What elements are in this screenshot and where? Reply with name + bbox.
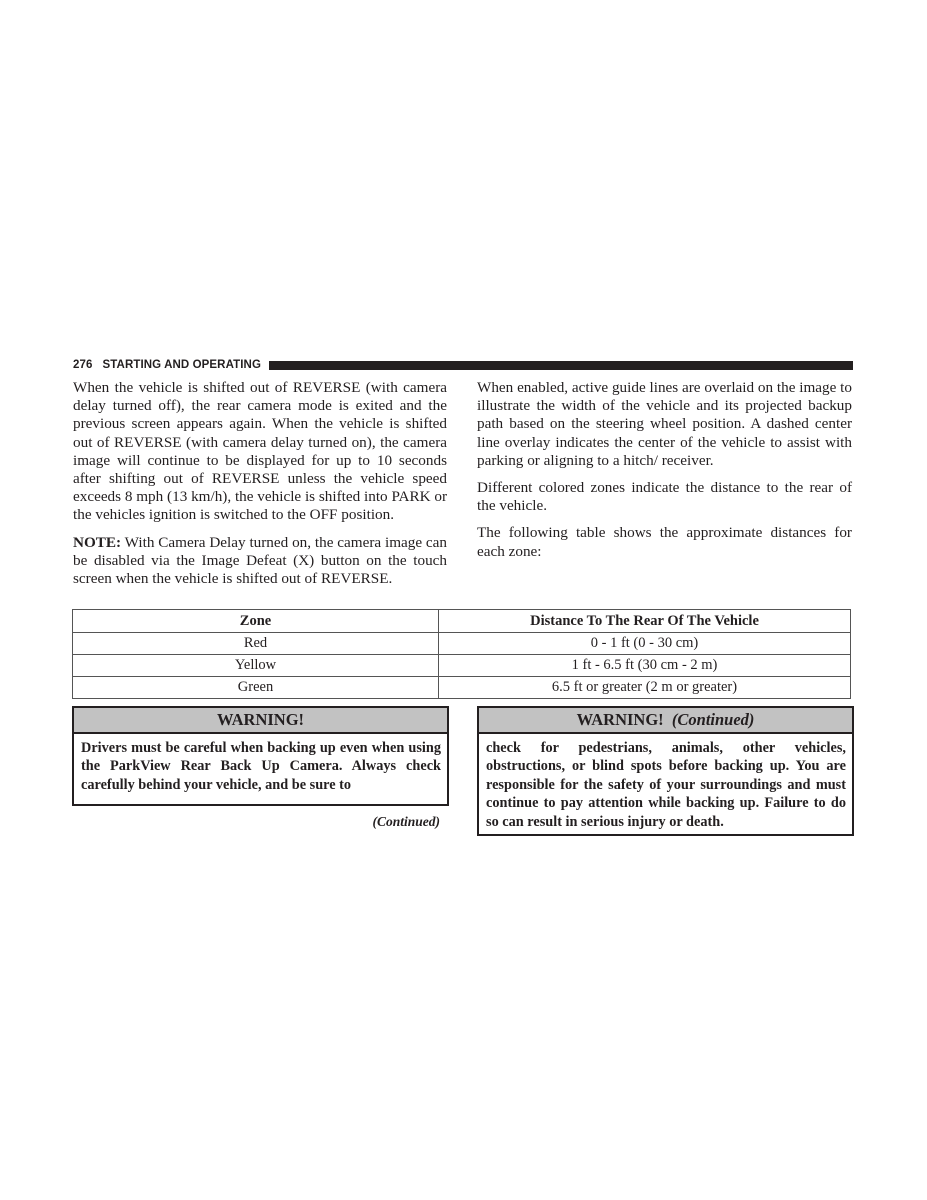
page-header [73,358,853,372]
warning-box [72,706,449,806]
header-rule [269,361,853,370]
paragraph-table-intro: The following table shows the approximate distances for each zone: [477,524,852,560]
right-column [477,379,852,570]
column-header-zone: Zone [73,610,439,633]
zone-cell: Red [73,633,439,655]
warning-title-continued [479,708,852,734]
table-row [73,677,851,699]
paragraph-reverse-exit: When the vehicle is shifted out of REVERSE (with camera delay turned off), the rear camera mode is exited and the previous screen appears again. When the vehicle is shifted out of REVERSE (with camera delay turned on), the camera image will continue to be displayed for up to 10 seconds after shifting out of REVERSE unless the vehicle speed exceeds 8 mph (13 km/h), the vehicle is shifted into PARK or the vehicles ignition is switched to the OFF position. [73,379,448,524]
note-paragraph [73,534,447,589]
distance-cell: 0 - 1 ft (0 - 30 cm) [439,633,851,655]
table-row [73,655,851,677]
warning-body: Drivers must be careful when backing up even when using the ParkView Rear Back Up Camera. Always check carefully behind your vehicle, and be sure to [81,740,441,793]
warning-title: WARNING! [74,708,447,734]
paragraph-colored-zones: Different colored zones indicate the distance to the rear of the vehicle. [477,479,852,515]
zone-cell: Yellow [73,655,439,677]
column-header-distance: Distance To The Rear Of The Vehicle [439,610,851,633]
warning-title-text: WARNING! [576,710,664,729]
paragraph-guide-lines: When enabled, active guide lines are overlaid on the image to illustrate the width of the vehicle and its projected backup path based on the steering wheel position. A dashed center line overlay indicates the center of the vehicle to assist with parking or aligning to a hitch/ receiver. [477,379,852,469]
warning-box-continued [477,706,854,836]
zone-cell: Green [73,677,439,699]
table-row [73,633,851,655]
distance-cell: 6.5 ft or greater (2 m or greater) [439,677,851,699]
left-column [73,379,447,597]
warning-title-suffix: (Continued) [671,710,755,729]
page-number: 276 [73,359,93,371]
warning-body-continued: check for pedestrians, animals, other vehicles, obstructions, or blind spots before backing up. You are responsible for the safety of your surroundings and must continue to pay attention while backing up. Failure to do so can result in serious injury or death. [486,740,846,830]
table-header-row [73,610,851,633]
note-text: With Camera Delay turned on, the camera image can be disabled via the Image Defeat (X) button on the touch screen when the vehicle is shifted out of REVERSE. [73,533,447,588]
continued-label: (Continued) [372,814,440,829]
zone-distance-table [72,609,851,699]
note-label: NOTE: [73,533,122,551]
distance-cell: 1 ft - 6.5 ft (30 cm - 2 m) [439,655,851,677]
section-title: STARTING AND OPERATING [102,359,262,371]
